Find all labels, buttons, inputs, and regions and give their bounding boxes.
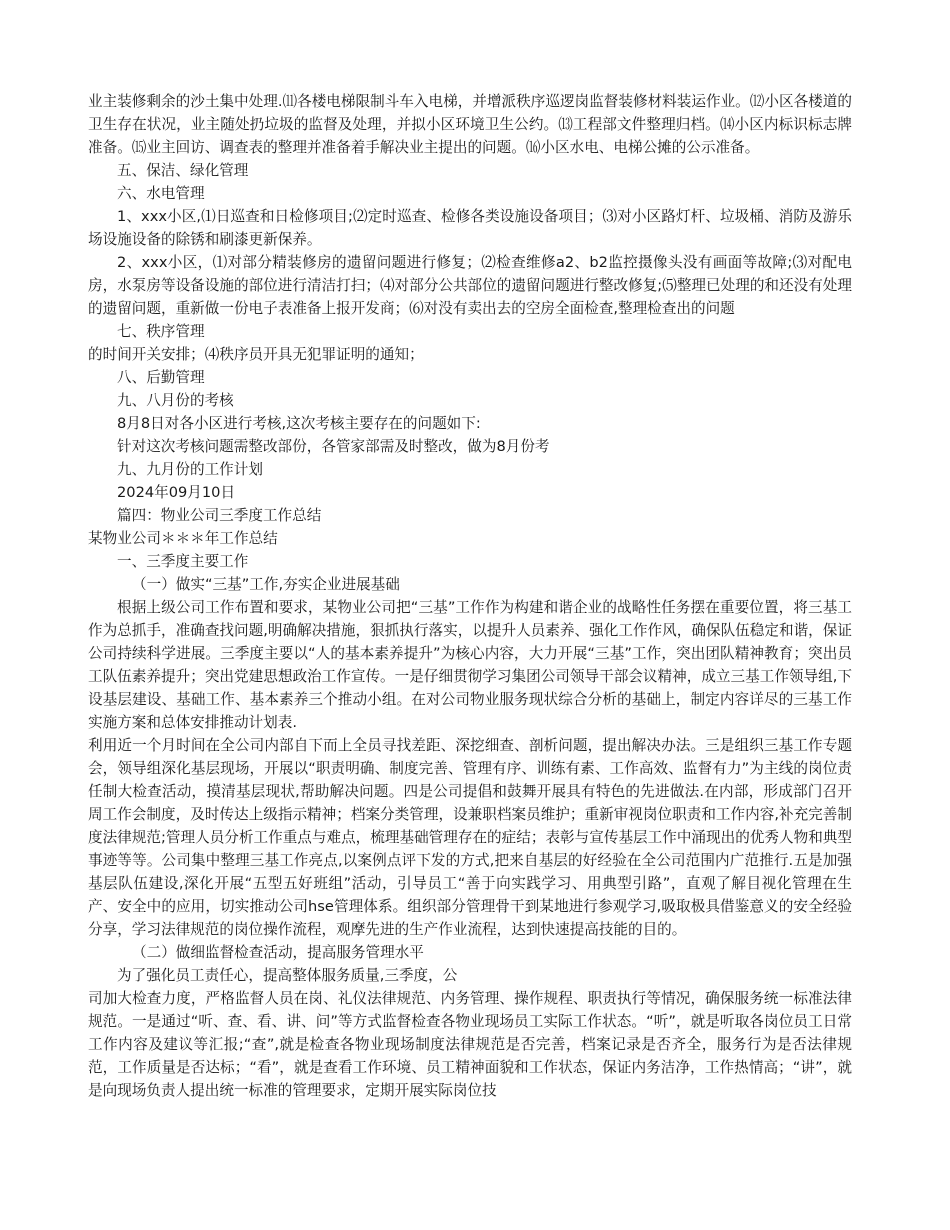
paragraph: 1、xxx小区,⑴日巡查和日检修项目;⑵定时巡查、检修各类设施设备项目；⑶对小区路灯杆、垃圾桶、消防及游乐场设施设备的除锈和刷漆更新保养。 xyxy=(88,208,852,248)
document-page xyxy=(88,90,852,1102)
section-heading: 八、后勤管理 xyxy=(117,369,205,386)
paragraph: 业主装修剩余的沙土集中处理.⑾各楼电梯限制斗车入电梯，并增派秩序巡逻岗监督装修材料装运作业。⑿小区各楼道的卫生存在状况，业主随处扔垃圾的监督及处理，并拟小区环境卫生公约。⒀工程部文件整理归档。⒁小区内标识标志牌准备。⒂业主回访、调查表的整理并准备着手解决业主提出的问题。⒃小区水电、电梯公摊的公示准备。 xyxy=(88,93,852,156)
section-heading: 五、保洁、绿化管理 xyxy=(117,162,249,179)
paragraph: 8月8日对各小区进行考核,这次考核主要存在的问题如下: xyxy=(117,415,481,432)
paragraph: 为了强化员工责任心，提高整体服务质量,三季度，公 xyxy=(117,967,458,984)
paragraph: 司加大检查力度，严格监督人员在岗、礼仪法律规范、内务管理、操作规程、职责执行等情况，确保服务统一标准法律规范。一是通过“听、查、看、讲、问”等方式监督检查各物业现场员工实际工作状态。“听”，就是听取各岗位员工日常工作内容及建议等汇报;“查”,就是检查各物业现场制度法律规范是否完善，档案记录是否齐全，服务行为是否法律规范，工作质量是否达标；“看”，就是查看工作环境、员工精神面貌和工作状态，保证内务洁净，工作热情高；“讲”，就是向现场负责人提出统一标准的管理要求，定期开展实际岗位技 xyxy=(88,990,852,1099)
section-heading: 六、水电管理 xyxy=(117,185,205,202)
paragraph: 利用近一个月时间在全公司内部自下而上全员寻找差距、深挖细查、剖析问题，提出解决办法。三是组织三基工作专题会，领导组深化基层现场，开展以“职责明确、制度完善、管理有序、训练有素、工作高效、监督有力”为主线的岗位责任制大检查活动，摸清基层现状,帮助解决问题。四是公司提倡和鼓舞开展具有特色的先进做法.在内部，形成部门召开周工作会制度，及时传达上级指示精神；档案分类管理，设兼职档案员维护；重新审视岗位职责和工作内容,补充完善制度法律规范;管理人员分析工作重点与难点，梳理基础管理存在的症结；表彰与宣传基层工作中涌现出的优秀人物和典型事迹等等。公司集中整理三基工作亮点,以案例点评下发的方式,把来自基层的好经验在全公司范围内广范推行.五是加强基层队伍建设,深化开展“五型五好班组”活动，引导员工“善于向实践学习、用典型引路”，直观了解目视化管理在生产、安全中的应用，切实推动公司hse管理体系。组织部分管理骨干到某地进行参观学习,吸取极具借鉴意义的安全经验分享，学习法律规范的岗位操作流程，观摩先进的生产作业流程，达到快速提高技能的目的。 xyxy=(88,737,852,938)
document-title: 某物业公司＊＊＊年工作总结 xyxy=(88,530,278,547)
paragraph: 的时间开关安排；⑷秩序员开具无犯罪证明的通知； xyxy=(88,346,424,363)
paragraph: 2、xxx小区，⑴对部分精装修房的遗留问题进行修复；⑵检查维修a2、b2监控摄像头没有画面等故障;⑶对配电房，水泵房等设备设施的部位进行清洁打扫；⑷对部分公共部位的遗留问题进行整改修复;⑸整理已处理的和还没有处理的遗留问题，重新做一份电子表准备上报开发商；⑹对没有卖出去的空房全面检查,整理检查出的问题 xyxy=(88,254,852,317)
subsection-heading: （一）做实“三基”工作,夯实企业进展基础 xyxy=(132,576,400,593)
section-heading: 九、八月份的考核 xyxy=(117,392,234,409)
paragraph: 根据上级公司工作布置和要求，某物业公司把“三基”工作作为构建和谐企业的战略性任务摆在重要位置，将三基工作为总抓手，准确查找问题,明确解决措施，狠抓执行落实，以提升人员素养、强化工作作风，确保队伍稳定和谐，保证公司持续科学进展。三季度主要以“人的基本素养提升”为核心内容，大力开展“三基”工作，突出团队精神教育；突出员工队伍素养提升；突出党建思想政治工作宣传。一是仔细贯彻学习集团公司领导干部会议精神，成立三基工作领导组,下设基层建设、基础工作、基本素养三个推动小组。在对公司物业服务现状综合分析的基础上，制定内容详尽的三基工作实施方案和总体安排推动计划表. xyxy=(88,599,852,731)
paragraph: 针对这次考核问题需整改部份，各管家部需及时整改，做为8月份考 xyxy=(117,438,550,455)
section-heading: 一、三季度主要工作 xyxy=(117,553,249,570)
date-line: 2024年09月10日 xyxy=(117,484,236,501)
section-heading: 七、秩序管理 xyxy=(117,323,205,340)
section-heading: 九、九月份的工作计划 xyxy=(117,461,263,478)
subsection-heading: （二）做细监督检查活动，提高服务管理水平 xyxy=(132,944,424,961)
article-title: 篇四：物业公司三季度工作总结 xyxy=(117,507,322,524)
